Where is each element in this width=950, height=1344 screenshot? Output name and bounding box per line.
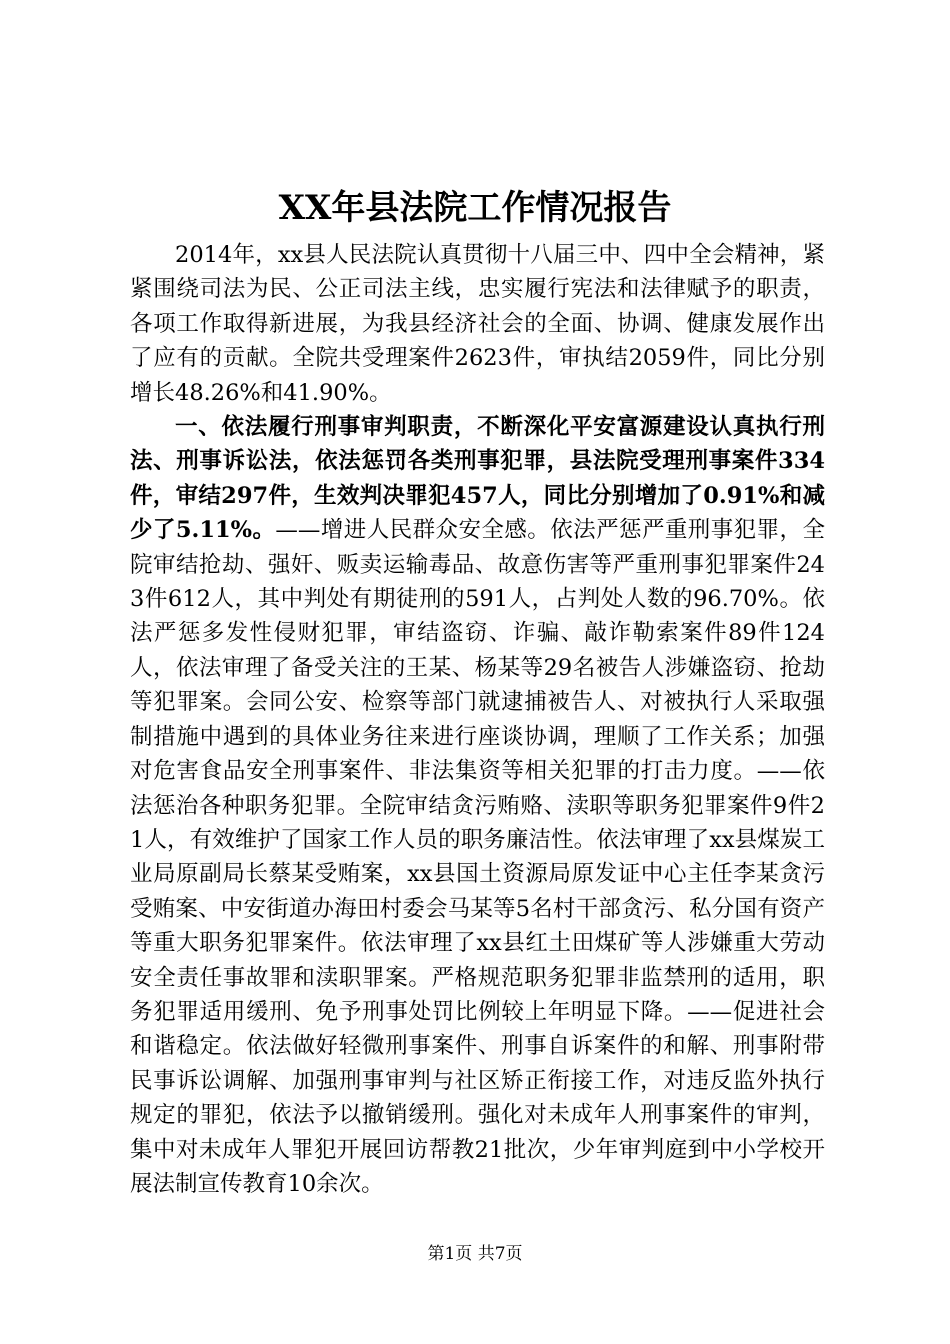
document-body — [130, 238, 825, 1201]
page-footer: 第1页 共7页 — [427, 1244, 523, 1264]
paragraph-intro-text: 2014年，xx县人民法院认真贯彻十八届三中、四中全会精神，紧紧围绕司法为民、公正司法主线，忠实履行宪法和法律赋予的职责，各项工作取得新进展，为我县经济社会的全面、协调、健康发展作出了应有的贡献。全院共受理案件2623件，审执结2059件，同比分别增长48.26%和41.90%。 — [130, 242, 825, 406]
section-one-heading: 一、依法履行刑事审判职责，不断深化平安富源建设认真执行刑法、刑事诉讼法，依法惩罚各类刑事犯罪，县法院受理刑事案件334件，审结297件，生效判决罪犯457人，同比分别增加了0.91%和减少了5.11%。 — [130, 414, 825, 544]
document-title: XX年县法院工作情况报告 — [278, 188, 672, 228]
paragraph-section-one — [130, 410, 825, 1201]
section-one-text: ——增进人民群众安全感。依法严惩严重刑事犯罪，全院审结抢劫、强奸、贩卖运输毒品、故意伤害等严重刑事犯罪案件243件612人，其中判处有期徒刑的591人，占判处人数的96.70%。依法严惩多发性侵财犯罪，审结盗窃、诈骗、敲诈勒索案件89件124人，依法审理了备受关注的王某、杨某等29名被告人涉嫌盗窃、抢劫等犯罪案。会同公安、检察等部门就逮捕被告人、对被执行人采取强制措施中遇到的具体业务往来进行座谈协调，理顺了工作关系；加强对危害食品安全刑事案件、非法集资等相关犯罪的打击力度。——依法惩治各种职务犯罪。全院审结贪污贿赂、渎职等职务犯罪案件9件21人，有效维护了国家工作人员的职务廉洁性。依法审理了xx县煤炭工业局原副局长蔡某受贿案，xx县国土资源局原发证中心主任李某贪污受贿案、中安街道办海田村委会马某等5名村干部贪污、私分国有资产等重大职务犯罪案件。依法审理了xx县红土田煤矿等人涉嫌重大劳动安全责任事故罪和渎职罪案。严格规范职务犯罪非监禁刑的适用，职务犯罪适用缓刑、免予刑事处罚比例较上年明显下降。——促进社会和谐稳定。依法做好轻微刑事案件、刑事自诉案件的和解、刑事附带民事诉讼调解、加强刑事审判与社区矫正衔接工作，对违反监外执行规定的罪犯，依法予以撤销缓刑。强化对未成年人刑事案件的审判，集中对未成年人罪犯开展回访帮教21批次，少年审判庭到中小学校开展法制宣传教育10余次。 — [130, 517, 825, 1197]
paragraph-intro — [130, 238, 825, 410]
